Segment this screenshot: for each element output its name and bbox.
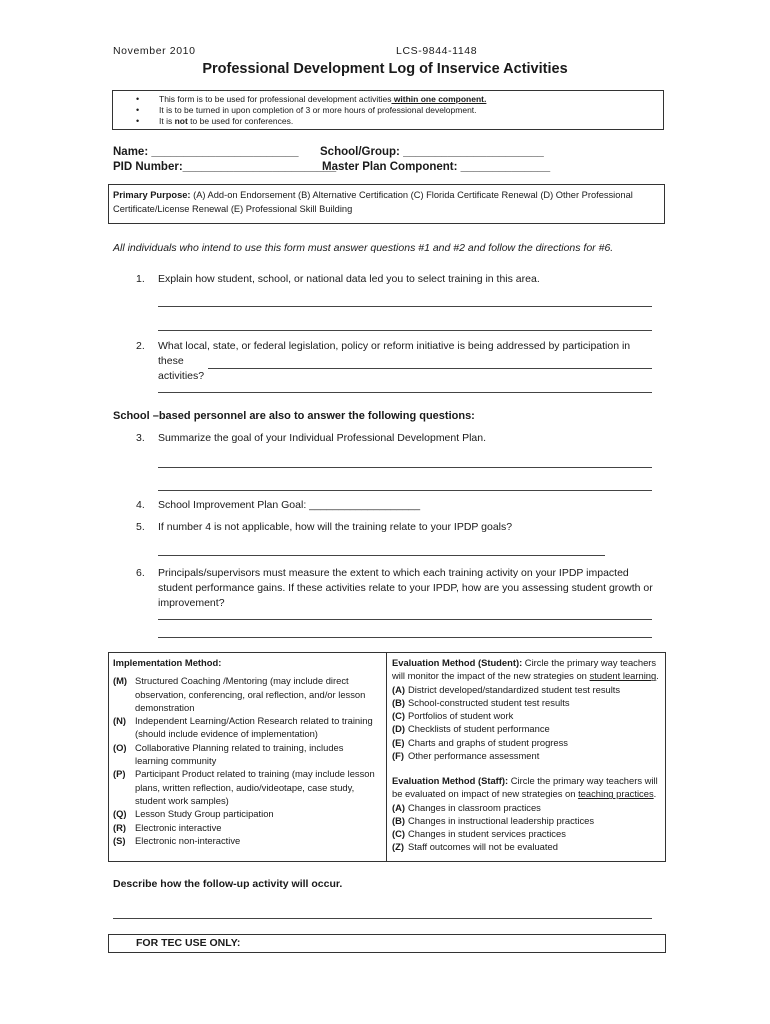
implementation-option-q[interactable]: (Q) Lesson Study Group participation bbox=[113, 808, 274, 820]
eval-student-option-e[interactable]: (E) Charts and graphs of student progress bbox=[392, 736, 568, 748]
evaluation-method-staff bbox=[392, 774, 660, 854]
bullet-icon: • bbox=[136, 116, 140, 126]
question-3: 3. Summarize the goal of your Individual Professional Development Plan. bbox=[136, 432, 487, 444]
tec-use-label: FOR TEC USE ONLY: bbox=[136, 937, 241, 949]
form-code: LCS-9844-1148 bbox=[396, 45, 478, 57]
instructions-box bbox=[112, 90, 664, 130]
school-personnel-heading: School –based personnel are also to answer the following questions: bbox=[113, 410, 475, 422]
purpose-options-cont[interactable]: Certificate/License Renewal (E) Professional Skill Building bbox=[113, 204, 353, 214]
implementation-option-r[interactable]: (R) Electronic interactive bbox=[113, 821, 222, 833]
implementation-option-p[interactable]: (P) Participant Product related to training (may include lesson plans, written reflection, audio/videotape, case study, student work samples) bbox=[113, 768, 375, 806]
eval-student-option-a[interactable]: (A) District developed/standardized student test results bbox=[392, 683, 621, 695]
answer-line[interactable] bbox=[158, 306, 652, 307]
bullet-icon: • bbox=[136, 105, 140, 115]
answer-line[interactable] bbox=[158, 467, 652, 468]
eval-student-option-b[interactable]: (B) School-constructed student test results bbox=[392, 696, 570, 708]
eval-student-option-d[interactable]: (D) Checklists of student performance bbox=[392, 723, 550, 735]
table-divider bbox=[386, 653, 387, 861]
name-field[interactable]: Name: _______________________ bbox=[113, 146, 299, 158]
implementation-option-n[interactable]: (N) Independent Learning/Action Research related to training (should include evidence of implementation) bbox=[113, 715, 373, 740]
tec-use-box bbox=[108, 934, 666, 953]
answer-line[interactable] bbox=[158, 619, 652, 620]
answer-line[interactable] bbox=[208, 368, 652, 369]
answer-line[interactable] bbox=[158, 392, 652, 393]
eval-staff-option-a[interactable]: (A) Changes in classroom practices bbox=[392, 801, 541, 813]
implementation-option-m[interactable]: (M) Structured Coaching /Mentoring (may include direct observation, conferencing, oral reflection, and/or lesson demonstration bbox=[113, 675, 366, 713]
instruction-item: • It is not to be used for conferences. bbox=[136, 116, 294, 126]
evaluation-method-student bbox=[392, 656, 660, 762]
method-table bbox=[108, 652, 666, 862]
implementation-heading: Implementation Method: bbox=[113, 657, 222, 668]
answer-line[interactable] bbox=[158, 330, 652, 331]
eval-staff-intro: Evaluation Method (Staff): Circle the primary way teachers will be evaluated on impact of new strategies on teaching practices. bbox=[392, 775, 658, 800]
master-plan-component-field[interactable]: Master Plan Component: ______________ bbox=[322, 161, 551, 173]
question-2: 2. What local, state, or federal legislation, policy or reform initiative is being addressed by participation in these activities? bbox=[136, 340, 631, 382]
eval-staff-option-b[interactable]: (B) Changes in instructional leadership practices bbox=[392, 814, 595, 826]
purpose-options[interactable]: (A) Add-on Endorsement (B) Alternative Certification (C) Florida Certificate Renewal (D) Other Professional bbox=[190, 190, 633, 200]
school-group-field[interactable]: School/Group: ______________________ bbox=[320, 146, 544, 158]
eval-staff-option-z[interactable]: (Z) Staff outcomes will not be evaluated bbox=[392, 841, 558, 853]
directions-text: All individuals who intend to use this form must answer questions #1 and #2 and follow the directions for #6. bbox=[113, 242, 614, 254]
question-4[interactable]: 4. School Improvement Plan Goal: ___________________ bbox=[136, 499, 421, 511]
primary-purpose-box bbox=[108, 184, 665, 224]
question-6: 6. Principals/supervisors must measure the extent to which each training activity on your IPDP impacted student performance gains. If these activities relate to your IPDP, how are you assessing student growth or improvement? bbox=[136, 567, 653, 609]
implementation-option-o[interactable]: (O) Collaborative Planning related to training, includes learning community bbox=[113, 741, 344, 767]
implementation-method bbox=[113, 656, 379, 847]
purpose-label: Primary Purpose: bbox=[113, 190, 191, 200]
form-date: November 2010 bbox=[113, 45, 196, 57]
pid-number-field[interactable]: PID Number:________________________ bbox=[113, 161, 337, 173]
eval-student-intro: Evaluation Method (Student): Circle the primary way teachers will monitor the impact of the new strategies on student learning. bbox=[392, 657, 659, 682]
question-1: 1. Explain how student, school, or national data led you to select training in this area. bbox=[136, 273, 540, 285]
eval-staff-option-c[interactable]: (C) Changes in student services practices bbox=[392, 828, 566, 840]
eval-student-option-f[interactable]: (F) Other performance assessment bbox=[392, 750, 540, 762]
page-title: Professional Development Log of Inservice Activities bbox=[202, 61, 568, 77]
instruction-item: • This form is to be used for professional development activities within one component. bbox=[136, 94, 487, 104]
bullet-icon: • bbox=[136, 94, 140, 104]
eval-student-option-c[interactable]: (C) Portfolios of student work bbox=[392, 710, 514, 722]
answer-line[interactable] bbox=[158, 490, 652, 491]
answer-line[interactable] bbox=[158, 637, 652, 638]
instruction-item: • It is to be turned in upon completion of 3 or more hours of professional development. bbox=[136, 105, 477, 115]
question-5: 5. If number 4 is not applicable, how will the training relate to your IPDP goals? bbox=[136, 521, 513, 533]
followup-answer-line[interactable] bbox=[113, 918, 652, 919]
answer-line[interactable] bbox=[158, 555, 605, 556]
followup-label: Describe how the follow-up activity will occur. bbox=[113, 878, 343, 890]
implementation-option-s[interactable]: (S) Electronic non-interactive bbox=[113, 834, 241, 846]
